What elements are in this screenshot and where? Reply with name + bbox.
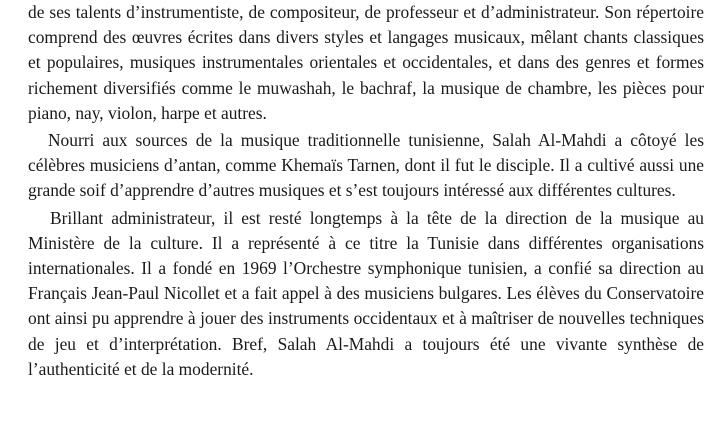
document-page [28,0,704,382]
paragraph-administrator: Brillant administrateur, il est resté longtemps à la tête de la direction de la musique au Ministère de la culture. Il a représenté à ce titre la Tunisie dans différentes organisations internationales. Il a fondé en 1969 l’Orchestre symphonique tunisien, a confié sa direction au Français Jean-Paul Nicollet et a fait appel à des musiciens bulgares. Les élèves du Conservatoire ont ainsi pu apprendre à jouer des instruments occidentaux et à maîtriser de nouvelles techniques de jeu et d’interprétation. Bref, Salah Al-Mahdi a toujours été une vivante synthèse de l’authenticité et de la modernité. [28,207,704,379]
paragraph-traditional-music: Nourri aux sources de la musique traditionnelle tunisienne, Salah Al-Mahdi a côtoyé les célèbres musiciens d’antan, comme Khemaïs Tarnen, dont il fut le disciple. Il a cultivé aussi une grande soif d’apprendre d’autres musiques et s’est toujours intéressé aux différentes cultures. [28,130,704,201]
paragraph-repertoire: de ses talents d’instrumentiste, de compositeur, de professeur et d’administrateur. Son répertoire comprend des œuvres écrites dans divers styles et langages musicaux, mêlant chants classiques et populaires, musiques instrumentales orientales et occidentales, et dans des genres et formes richement diversifiés comme le muwashah, le bachraf, la musique de chambre, les pièces pour piano, nay, violon, harpe et autres. [28,2,704,123]
